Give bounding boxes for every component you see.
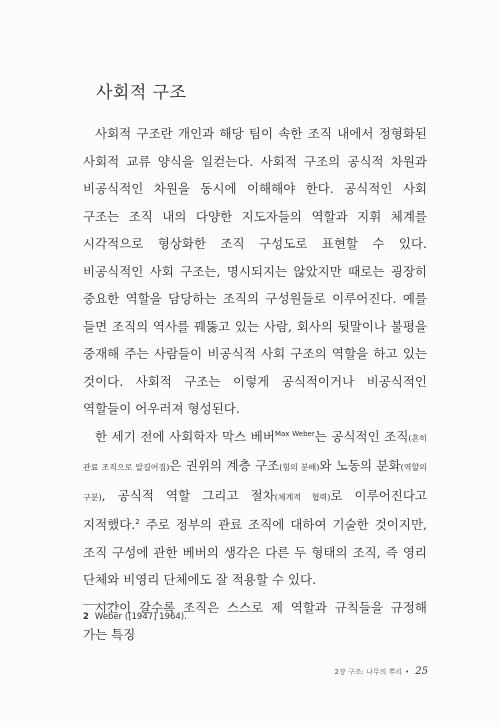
gloss-power: (힘의 분배) — [279, 463, 320, 472]
p2-text-a: 한 세기 전에 사회학자 막스 베버 — [95, 428, 275, 444]
p2-text-e: , 공식적 역할 그리고 절차 — [101, 487, 275, 503]
paragraph-1: 사회적 구조란 개인과 해당 팀이 속한 조직 내에서 정형화된 사회적 교류 양식을 일컫는다. 사회적 구조의 공식적 차원과 비공식적인 차원을 동시에 이해해야 한다. 공식적인 사회 구조는 조직 내의 다양한 지도자들의 역할과 지휘 체계를 시각적으로 형상화한 조직 구성도로 표현할 수 있다. 비공식적인 사회 구조는, 명시되지는 않았지만 때로는 굉장히 중요한 역할을 담당하는 조직의 구성원들로 이루어진다. 예를 들면 조직의 역사를 꿰뚫고 있는 사람, 회사의 뒷말이나 불평을 중재해 주는 사람들이 비공식적 사회 구조의 역할을 하고 있는 것이다. 사회적 구조는 이렇게 공식적이거나 비공식적인 역할들이 어우러져 형성된다. — [83, 126, 427, 416]
footnote — [83, 612, 187, 622]
section-title: 사회적 구조 — [96, 83, 187, 103]
gloss-cooperation: (체계적 협력) — [274, 492, 331, 502]
paragraph-3: 시간이 갈수록 조직은 스스로 제 역할과 규칙들을 규정해 가는 특징 — [83, 599, 427, 642]
footer-bullet: • — [405, 668, 410, 676]
body-text — [83, 120, 427, 649]
page-number: 25 — [415, 666, 428, 677]
footnote-number: 2 — [83, 612, 89, 622]
footnote-reference[interactable]: 2 — [135, 518, 140, 526]
p2-text-d: 와 노동의 분화 — [319, 458, 401, 473]
footnote-divider — [83, 604, 119, 605]
running-footer — [335, 666, 428, 677]
footnote-text: Weber ([1947] 1964). — [94, 612, 187, 622]
footer-chapter: 2장 — [334, 668, 346, 676]
p2-text-f: 로 이루어진다고 지적했다. — [83, 487, 428, 532]
p2-text-b: 는 공식적인 조직 — [314, 428, 409, 444]
footer-chapter-title: 구조: 나무의 뿌리 — [347, 668, 403, 676]
p2-text-g: 주로 정부의 관료 조직에 대하여 기술한 것이지만, 조직 구성에 관한 베버의 생각은 다른 두 형태의 조직, 즉 영리 단체와 비영리 단체에도 잘 적용할 수 있다. — [83, 517, 427, 587]
gloss-bureaucracy: (흔히 관료 조직으로 알길어짐) — [83, 433, 427, 472]
gloss-roles: (역할의 구분) — [83, 463, 427, 502]
paragraph-2 — [83, 423, 427, 594]
p2-text-c: 은 권위의 계층 구조 — [169, 458, 280, 473]
weber-english-name: Max Weber — [274, 429, 315, 438]
